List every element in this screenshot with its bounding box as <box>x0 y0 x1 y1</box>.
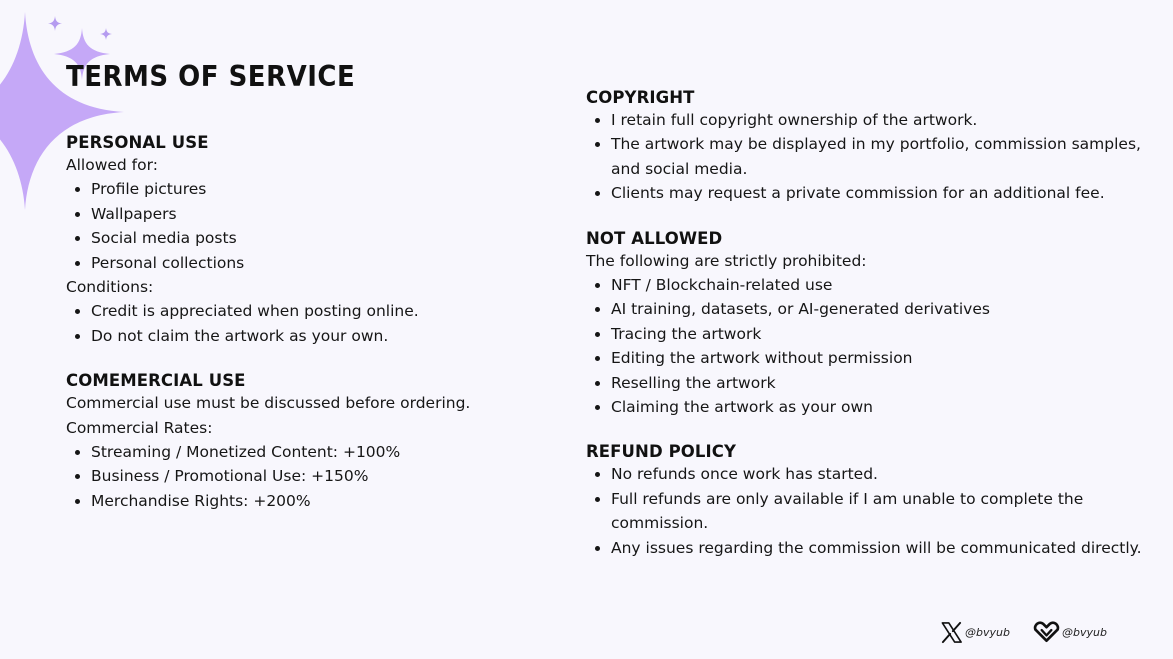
list-item: • NFT / Blockchain-related use <box>611 273 1146 297</box>
allowed-list <box>66 177 536 275</box>
list-item: • Tracing the artwork <box>611 322 1146 346</box>
rates-label: Commercial Rates: <box>66 418 213 437</box>
list-item: • No refunds once work has started. <box>611 462 1146 486</box>
vgen-logo-icon <box>1033 621 1060 643</box>
list-item: • Wallpapers <box>91 202 536 226</box>
list-item: • The artwork may be displayed in my portfolio, commission samples, and social media. <box>611 132 1146 181</box>
list-item: • Do not claim the artwork as your own. <box>91 324 536 348</box>
x-handle: @bvyub <box>965 625 1010 639</box>
x-logo-icon <box>940 621 963 644</box>
list-item: • Claiming the artwork as your own <box>611 395 1146 419</box>
rates-list <box>66 440 536 513</box>
list-item: • Editing the artwork without permission <box>611 346 1146 370</box>
section-heading: REFUND POLICY <box>586 442 737 462</box>
list-item: • AI training, datasets, or AI-generated derivatives <box>611 297 1146 321</box>
list-item: • Merchandise Rights: +200% <box>91 489 536 513</box>
list-item: • Social media posts <box>91 226 536 250</box>
commercial-use-section <box>66 370 536 513</box>
list-item: • Reselling the artwork <box>611 371 1146 395</box>
section-heading: NOT ALLOWED <box>586 228 723 248</box>
list-item: • Streaming / Monetized Content: +100% <box>91 440 536 464</box>
list-item: • Any issues regarding the commission will be communicated directly. <box>611 536 1146 560</box>
list-item: • Credit is appreciated when posting online. <box>91 299 536 323</box>
vgen-handle: @bvyub <box>1062 625 1107 639</box>
not-allowed-intro: The following are strictly prohibited: <box>586 251 867 270</box>
section-heading: COPYRIGHT <box>586 88 695 107</box>
page-title: TERMS OF SERVICE <box>66 61 356 94</box>
refund-policy-section <box>586 441 1146 560</box>
vgen-social-link[interactable] <box>1033 619 1107 645</box>
personal-use-section <box>66 132 536 348</box>
x-social-link[interactable] <box>940 619 1010 645</box>
list-item: • Full refunds are only available if I am unable to complete the commission. <box>611 487 1146 536</box>
allowed-label: Allowed for: <box>66 156 158 174</box>
left-column <box>66 132 536 513</box>
tiny-sparkle-icon <box>48 16 62 31</box>
list-item: • Business / Promotional Use: +150% <box>91 464 536 488</box>
list-item: • Personal collections <box>91 251 536 275</box>
tiny-sparkle-icon <box>100 28 112 40</box>
not-allowed-section <box>586 228 1146 420</box>
section-heading: COMEMERCIAL USE <box>66 371 246 391</box>
copyright-section <box>586 87 1146 206</box>
section-heading: PERSONAL USE <box>66 133 209 152</box>
refund-list <box>586 462 1146 560</box>
list-item: • Clients may request a private commission for an additional fee. <box>611 181 1146 205</box>
right-column <box>586 87 1146 560</box>
conditions-label: Conditions: <box>66 278 154 297</box>
list-item: • Profile pictures <box>91 177 536 201</box>
copyright-list <box>586 108 1146 206</box>
list-item: • I retain full copyright ownership of the artwork. <box>611 108 1146 132</box>
commercial-intro: Commercial use must be discussed before ordering. <box>66 394 471 413</box>
conditions-list <box>66 299 536 348</box>
not-allowed-list <box>586 273 1146 419</box>
